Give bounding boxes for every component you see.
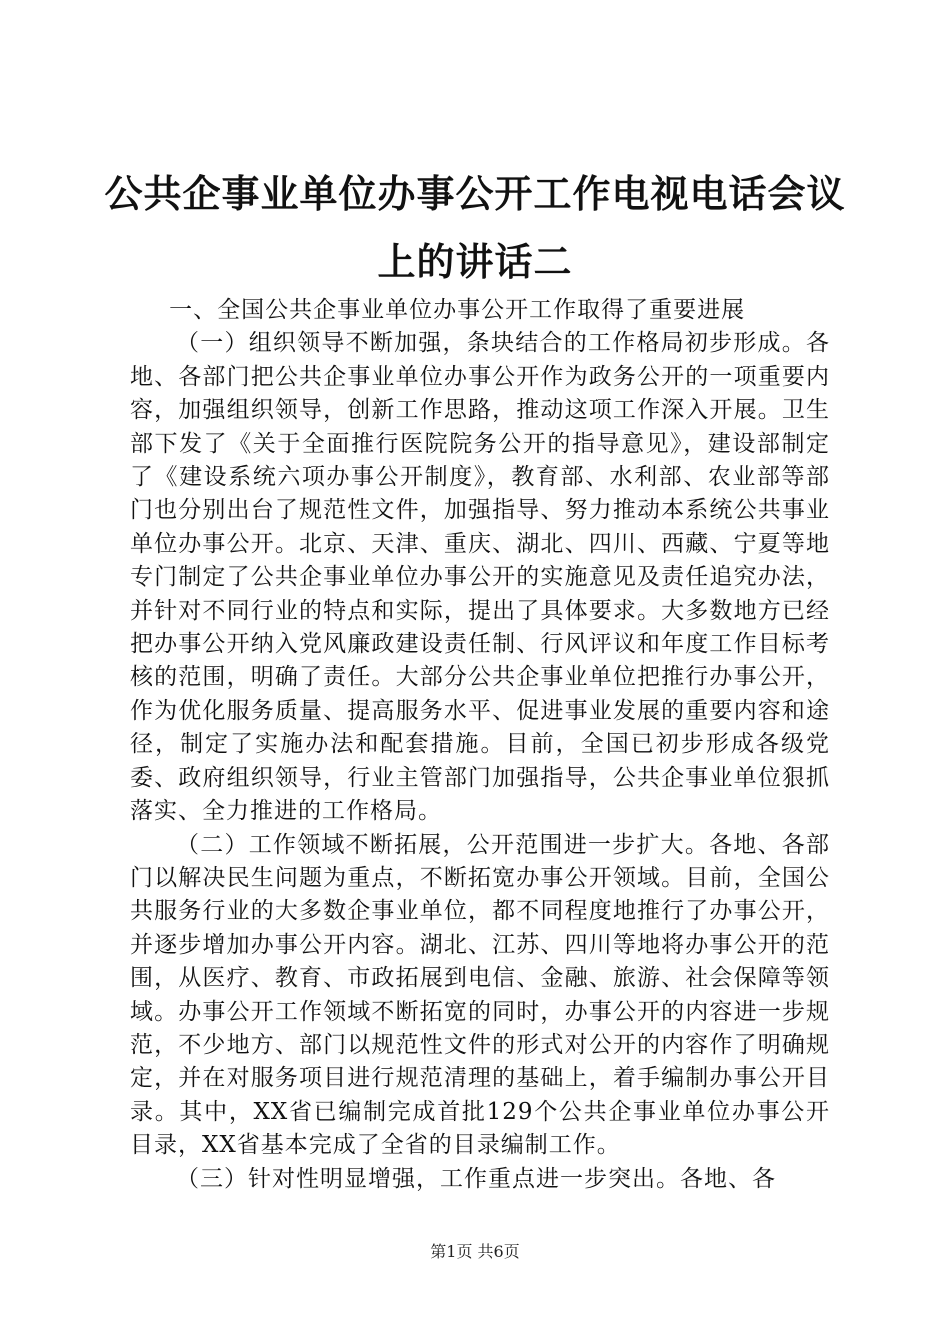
paragraph-scope: （二）工作领域不断拓展，公开范围进一步扩大。各地、各部门以解决民生问题为重点，不断拓宽办事公开领域。目前，全国公共服务行业的大多数企事业单位，都不同程度地推行了办事公开，并逐步增加办事公开内容。湖北、江苏、四川等地将办事公开的范围，从医疗、教育、市政拓展到电信、金融、旅游、社会保障等领域。办事公开工作领域不断拓宽的同时，办事公开的内容进一步规范，不少地方、部门以规范性文件的形式对公开的内容作了明确规定，并在对服务项目进行规范清理的基础上，着手编制办事公开目录。其中，XX省已编制完成首批129个公共企事业单位办事公开目录，XX省基本完成了全省的目录编制工作。	[130, 831, 830, 1159]
document-body	[130, 294, 830, 1196]
paragraph-organization: （一）组织领导不断加强，条块结合的工作格局初步形成。各地、各部门把公共企事业单位办事公开作为政务公开的一项重要内容，加强组织领导，创新工作思路，推动这项工作深入开展。卫生部下发了《关于全面推行医院院务公开的指导意见》，建设部制定了《建设系统六项办事公开制度》，教育部、水利部、农业部等部门也分别出台了规范性文件，加强指导、努力推动本系统公共事业单位办事公开。北京、天津、重庆、湖北、四川、西藏、宁夏等地专门制定了公共企事业单位办事公开的实施意见及责任追究办法，并针对不同行业的特点和实际，提出了具体要求。大多数地方已经把办事公开纳入党风廉政建设责任制、行风评议和年度工作目标考核的范围，明确了责任。大部分公共企事业单位把推行办事公开，作为优化服务质量、提高服务水平、促进事业发展的重要内容和途径，制定了实施办法和配套措施。目前，全国已初步形成各级党委、政府组织领导，行业主管部门加强指导，公共企事业单位狠抓落实、全力推进的工作格局。	[130, 330, 830, 825]
section-heading: 一、全国公共企事业单位办事公开工作取得了重要进展	[169, 297, 746, 323]
document-title: 公共企事业单位办事公开工作电视电话会议上的讲话二	[104, 172, 846, 284]
page-number-footer: 第1页 共6页	[430, 1242, 520, 1261]
paragraph-focus: （三）针对性明显增强，工作重点进一步突出。各地、各	[176, 1165, 776, 1192]
